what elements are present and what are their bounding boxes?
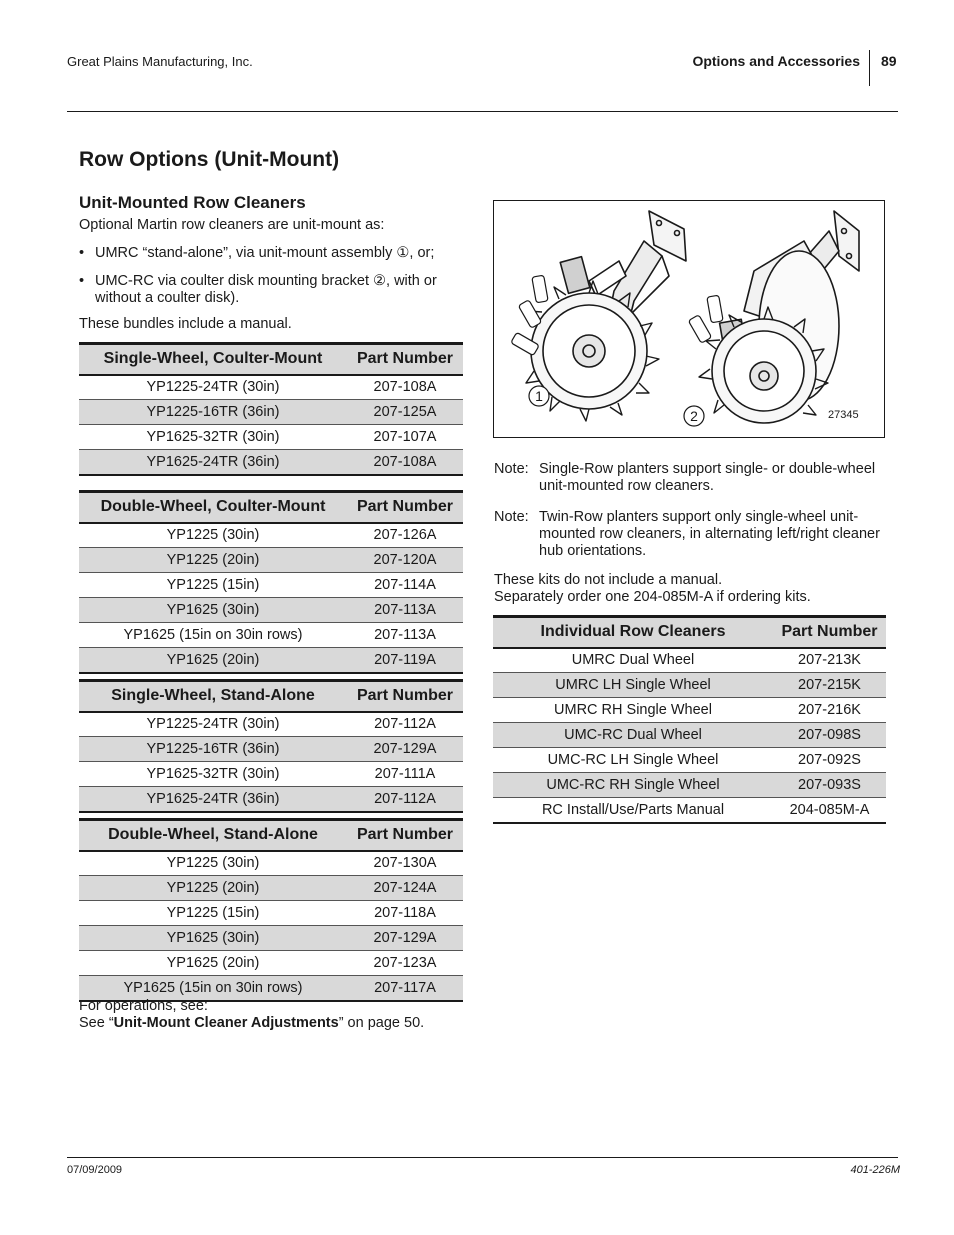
table-cell: YP1625 (20in)	[79, 951, 347, 976]
table-cell: YP1225-24TR (30in)	[79, 712, 347, 737]
table-cell: YP1225-16TR (36in)	[79, 737, 347, 762]
header-divider	[869, 50, 870, 86]
table-row	[79, 573, 463, 598]
table-cell: UMC-RC LH Single Wheel	[493, 748, 773, 773]
table-cell: 207-093S	[773, 773, 886, 798]
table-cell: 207-111A	[347, 762, 463, 787]
individual-row-cleaners-table	[493, 615, 886, 824]
table-cell: 207-215K	[773, 673, 886, 698]
table-cell: UMRC RH Single Wheel	[493, 698, 773, 723]
table-header-row	[493, 617, 886, 648]
table-cell: 207-120A	[347, 548, 463, 573]
note-text: Twin-Row planters support only single-wheel unit-mounted row cleaners, in alternating left/right cleaner hub orientations.	[539, 509, 880, 559]
table-row	[79, 851, 463, 876]
table-row	[79, 450, 463, 475]
table-cell: 207-129A	[347, 737, 463, 762]
bullet-item: • UMRC “stand-alone”, via unit-mount assembly ①, or;	[79, 245, 469, 262]
column-header: Double-Wheel, Coulter-Mount	[79, 492, 347, 523]
table-cell: 207-092S	[773, 748, 886, 773]
table-cell: UMC-RC Dual Wheel	[493, 723, 773, 748]
column-header: Individual Row Cleaners	[493, 617, 773, 648]
svg-text:1: 1	[535, 388, 543, 404]
column-header: Single-Wheel, Stand-Alone	[79, 681, 347, 712]
column-header: Part Number	[347, 344, 463, 375]
note	[494, 509, 894, 560]
column-header: Part Number	[773, 617, 886, 648]
table-cell: YP1225 (20in)	[79, 876, 347, 901]
table-cell: YP1225 (30in)	[79, 851, 347, 876]
header-company: Great Plains Manufacturing, Inc.	[67, 54, 253, 69]
footer-date: 07/09/2009	[67, 1164, 123, 1176]
reference-suffix: ” on page 50.	[338, 1015, 425, 1031]
column-header: Part Number	[347, 681, 463, 712]
note	[494, 461, 894, 495]
table-cell: YP1225-16TR (36in)	[79, 400, 347, 425]
table-cell: RC Install/Use/Parts Manual	[493, 798, 773, 823]
table-cell: YP1625 (30in)	[79, 926, 347, 951]
single-wheel-stand-alone-table	[79, 679, 463, 813]
table-cell: 207-118A	[347, 901, 463, 926]
table-cell: 207-129A	[347, 926, 463, 951]
bullet-item: • UMC-RC via coulter disk mounting bracket ②, with or without a coulter disk).	[79, 273, 469, 307]
header-section: Options and Accessories	[692, 53, 860, 69]
table-cell: 207-113A	[347, 623, 463, 648]
table-row	[79, 926, 463, 951]
table-cell: 207-216K	[773, 698, 886, 723]
table-cell: YP1625-32TR (30in)	[79, 762, 347, 787]
table-row	[493, 673, 886, 698]
column-header: Single-Wheel, Coulter-Mount	[79, 344, 347, 375]
column-header: Double-Wheel, Stand-Alone	[79, 820, 347, 851]
table-cell: 207-108A	[347, 450, 463, 475]
table-row	[79, 787, 463, 812]
table-cell: YP1225-24TR (30in)	[79, 375, 347, 400]
table-row	[79, 712, 463, 737]
table-row	[79, 876, 463, 901]
table-cell: 207-112A	[347, 787, 463, 812]
table-cell: YP1625 (15in on 30in rows)	[79, 976, 347, 1001]
table-row	[79, 951, 463, 976]
table-row	[79, 425, 463, 450]
table-row	[493, 698, 886, 723]
table-cell: UMRC Dual Wheel	[493, 648, 773, 673]
table-cell: YP1225 (15in)	[79, 901, 347, 926]
table-cell: 207-107A	[347, 425, 463, 450]
table-cell: UMRC LH Single Wheel	[493, 673, 773, 698]
bundles-note: These bundles include a manual.	[79, 316, 292, 332]
double-wheel-coulter-mount-table	[79, 490, 463, 674]
table-header-row	[79, 492, 463, 523]
table-cell: 207-108A	[347, 375, 463, 400]
page-number: 89	[881, 53, 897, 69]
table-cell: 204-085M-A	[773, 798, 886, 823]
table-cell: 207-123A	[347, 951, 463, 976]
footer-doc-number: 401-226M	[850, 1164, 900, 1176]
kits-order-note: Separately order one 204-085M-A if ordering kits.	[494, 589, 811, 605]
column-header: Part Number	[347, 492, 463, 523]
row-cleaner-figure	[493, 200, 885, 438]
table-row	[79, 623, 463, 648]
table-cell: 207-124A	[347, 876, 463, 901]
cross-reference-link[interactable]: Unit-Mount Cleaner Adjustments	[113, 1015, 339, 1031]
table-row	[79, 375, 463, 400]
table-cell: YP1625 (30in)	[79, 598, 347, 623]
table-row	[493, 748, 886, 773]
table-cell: YP1625-32TR (30in)	[79, 425, 347, 450]
table-header-row	[79, 820, 463, 851]
table-row	[79, 976, 463, 1001]
table-cell: 207-130A	[347, 851, 463, 876]
note-label: Note:	[494, 509, 529, 525]
table-cell: 207-117A	[347, 976, 463, 1001]
table-row	[79, 523, 463, 548]
table-row	[493, 798, 886, 823]
operations-reference	[79, 1015, 424, 1032]
table-header-row	[79, 344, 463, 375]
table-cell: YP1625 (20in)	[79, 648, 347, 673]
svg-text:2: 2	[690, 408, 698, 424]
table-row	[493, 773, 886, 798]
table-row	[79, 901, 463, 926]
table-header-row	[79, 681, 463, 712]
table-row	[79, 548, 463, 573]
table-row	[79, 737, 463, 762]
table-cell: 207-098S	[773, 723, 886, 748]
table-cell: 207-125A	[347, 400, 463, 425]
reference-prefix: See “	[79, 1015, 114, 1031]
table-cell: UMC-RC RH Single Wheel	[493, 773, 773, 798]
table-cell: YP1625 (15in on 30in rows)	[79, 623, 347, 648]
single-wheel-coulter-mount-table	[79, 342, 463, 476]
table-cell: 207-213K	[773, 648, 886, 673]
footer-rule	[67, 1157, 898, 1158]
table-cell: 207-119A	[347, 648, 463, 673]
double-wheel-stand-alone-table	[79, 818, 463, 1002]
table-cell: YP1225 (30in)	[79, 523, 347, 548]
column-header: Part Number	[347, 820, 463, 851]
table-row	[79, 400, 463, 425]
row-cleaner-illustration	[494, 201, 884, 437]
table-row	[79, 648, 463, 673]
table-cell: 207-112A	[347, 712, 463, 737]
operations-intro: For operations, see:	[79, 998, 208, 1014]
table-row	[493, 648, 886, 673]
table-cell: YP1225 (15in)	[79, 573, 347, 598]
note-text: Single-Row planters support single- or double-wheel unit-mounted row cleaners.	[539, 461, 876, 494]
table-row	[79, 598, 463, 623]
table-cell: YP1225 (20in)	[79, 548, 347, 573]
table-row	[79, 762, 463, 787]
note-label: Note:	[494, 461, 529, 477]
table-cell: 207-126A	[347, 523, 463, 548]
header-rule	[67, 111, 898, 112]
page-title: Row Options (Unit-Mount)	[79, 148, 340, 171]
table-cell: YP1625-24TR (36in)	[79, 787, 347, 812]
figure-code: 27345	[828, 409, 859, 421]
table-row	[493, 723, 886, 748]
table-cell: 207-114A	[347, 573, 463, 598]
table-cell: 207-113A	[347, 598, 463, 623]
table-cell: YP1625-24TR (36in)	[79, 450, 347, 475]
intro-text: Optional Martin row cleaners are unit-mount as:	[79, 217, 385, 233]
section-subtitle: Unit-Mounted Row Cleaners	[79, 193, 306, 212]
kits-note: These kits do not include a manual.	[494, 572, 723, 588]
